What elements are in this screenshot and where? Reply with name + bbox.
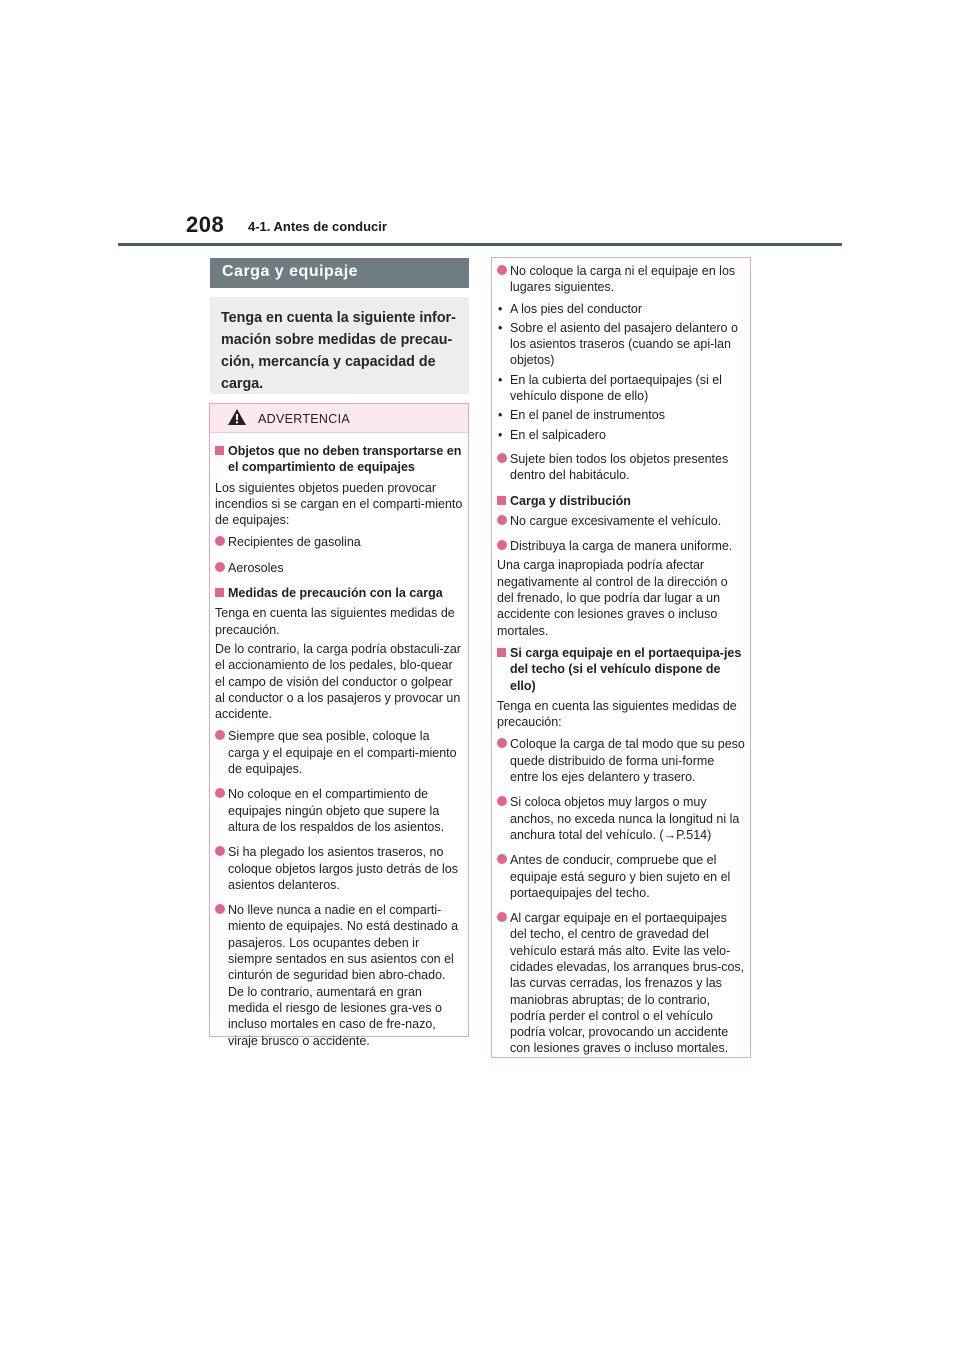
list-item (497, 736, 745, 785)
dash-item-text: A los pies del conductor (510, 301, 643, 316)
list-item-text: No cargue excesivamente el vehículo. (510, 513, 722, 528)
dash-item (497, 301, 745, 317)
list-item-text: No coloque en el compartimiento de equipajes ningún objeto que supere la altura de los respaldos de los asientos. (228, 787, 445, 834)
circle-bullet-icon (215, 562, 225, 572)
list-item-text: Recipientes de gasolina (228, 535, 361, 550)
list-item-text: No lleve nunca a nadie en el comparti-miento de equipajes. No está destinado a pasajeros. Los ocupantes deben ir siempre sentados en sus asientos con el cinturón de seguridad bien abro-chado. De lo contrario, aumentará en gran medida el riesgo de lesiones gra-ves o incluso mortales en caso de fre-nazo, viraje brusco o accidente. (228, 903, 459, 1048)
paragraph: De lo contrario, la carga podría obstaculi-zar el accionamiento de los pedales, blo-quear el campo de visión del conductor o golpear al conductor o a los pasajeros y provocar un accidente. (215, 641, 461, 722)
dash-item (497, 407, 745, 423)
list-item-text: Antes de conducir, compruebe que el equipaje está seguro y bien sujeto en el portaequipajes del techo. (510, 853, 731, 900)
warning-header (210, 404, 468, 433)
section-title: Carga y equipaje (210, 258, 469, 288)
dash-item-text: En el panel de instrumentos (510, 408, 665, 423)
list-item (215, 728, 463, 777)
subheading (215, 585, 463, 601)
paragraph: Tenga en cuenta las siguientes medidas de precaución. (215, 606, 455, 637)
subheading-text: Objetos que no deben transportarse en el compartimiento de equipajes (228, 444, 462, 475)
list-item (497, 852, 745, 901)
intro-line: mación sobre medidas de precau- (221, 332, 453, 348)
circle-bullet-icon (215, 846, 225, 856)
subheading (497, 645, 745, 694)
dash-item-text: En el salpicadero (510, 427, 606, 442)
page-number: 208 (186, 212, 225, 237)
list-item-text: No coloque la carga ni el equipaje en los lugares siguientes. (510, 264, 736, 295)
warning-box-right (491, 257, 751, 1058)
list-item (497, 263, 745, 296)
warning-content (210, 433, 468, 1049)
dash-bullet-icon: • (498, 301, 503, 316)
dash-bullet-icon: • (498, 408, 503, 423)
circle-bullet-icon (497, 540, 507, 550)
warning-box-left (209, 403, 469, 1048)
subheading-text: Medidas de precaución con la carga (228, 586, 443, 601)
list-item-text: Coloque la carga de tal modo que su peso quede distribuido de forma uni-forme entre los ejes delantero y trasero. (510, 737, 745, 785)
square-bullet-icon (497, 496, 506, 505)
intro-box (210, 297, 469, 394)
square-bullet-icon (215, 588, 224, 597)
dash-item-text: Sobre el asiento del pasajero delantero o los asientos traseros (cuando se api-lan objetos) (510, 320, 738, 368)
list-item (215, 844, 463, 893)
paragraph: Una carga inapropiada podría afectar negativamente al control de la dirección o del frenado, lo que podría dar lugar a un accidente con lesiones graves o incluso mortales. (497, 558, 728, 638)
list-item-text: Distribuya la carga de manera uniforme. (510, 539, 733, 554)
subheading (497, 493, 745, 509)
paragraph: Tenga en cuenta las siguientes medidas de precaución: (497, 698, 737, 730)
list-item (215, 560, 463, 576)
paragraph: Los siguientes objetos pueden provocar incendios si se cargan en el comparti-miento de equipajes: (215, 480, 463, 528)
dash-list (497, 301, 745, 443)
list-item (215, 786, 463, 835)
dash-bullet-icon: • (498, 372, 503, 387)
circle-bullet-icon (497, 912, 507, 922)
circle-bullet-icon (497, 515, 507, 525)
running-header: 4-1. Antes de conducir (248, 219, 387, 234)
subheading (215, 443, 463, 476)
circle-bullet-icon (215, 536, 225, 546)
header-rule (118, 243, 842, 246)
list-item (497, 451, 745, 484)
circle-bullet-icon (215, 904, 225, 914)
list-item-text: Al cargar equipaje en el portaequipajes del techo, el centro de gravedad del vehículo estará más alto. Evite las velo-cidades elevadas, los arranques brus-cos, las curvas cerradas, los frenazos y las maniobras abruptas; de lo contrario, podría perder el control o el vehículo podría volcar, provocando un accidente con lesiones graves o incluso mortales. (510, 911, 745, 1056)
list-item (215, 902, 463, 1049)
list-item (497, 794, 745, 843)
intro-line: ción, mercancía y capacidad de (221, 354, 436, 370)
list-item-text: Siempre que sea posible, coloque la carga y el equipaje en el comparti-miento de equipajes. (228, 729, 457, 777)
circle-bullet-icon (497, 453, 507, 463)
warning-title: ADVERTENCIA (258, 412, 350, 426)
intro-line: carga. (221, 376, 264, 392)
circle-bullet-icon (497, 738, 507, 748)
square-bullet-icon (215, 446, 224, 455)
subheading-text: Carga y distribución (510, 493, 631, 508)
dash-bullet-icon: • (498, 427, 503, 442)
dash-bullet-icon: • (498, 320, 503, 335)
list-item-text: Sujete bien todos los objetos presentes dentro del habitáculo. (510, 451, 729, 483)
intro-line: Tenga en cuenta la siguiente infor- (221, 310, 456, 326)
list-item-text: Si ha plegado los asientos traseros, no coloque objetos largos justo detrás de los asientos delanteros. (228, 845, 459, 892)
list-item-text: Si coloca objetos muy largos o muy anchos, no exceda nunca la longitud ni la anchura total del vehículo. (→P.514) (510, 795, 740, 842)
list-item (497, 538, 745, 554)
circle-bullet-icon (497, 854, 507, 864)
circle-bullet-icon (215, 730, 225, 740)
dash-item (497, 427, 745, 443)
list-item (215, 534, 463, 550)
circle-bullet-icon (497, 265, 507, 275)
list-item (497, 513, 745, 529)
square-bullet-icon (497, 648, 506, 657)
warning-triangle-icon (227, 408, 247, 426)
dash-item-text: En la cubierta del portaequipajes (si el vehículo dispone de ello) (510, 372, 722, 404)
list-item (497, 910, 745, 1057)
dash-item (497, 372, 745, 405)
subheading-text: Si carga equipaje en el portaequipa-jes del techo (si el vehículo dispone de ello) (510, 645, 742, 693)
circle-bullet-icon (215, 788, 225, 798)
dash-item (497, 320, 745, 369)
circle-bullet-icon (497, 796, 507, 806)
warning-content (492, 258, 750, 1057)
list-item-text: Aerosoles (228, 560, 284, 575)
